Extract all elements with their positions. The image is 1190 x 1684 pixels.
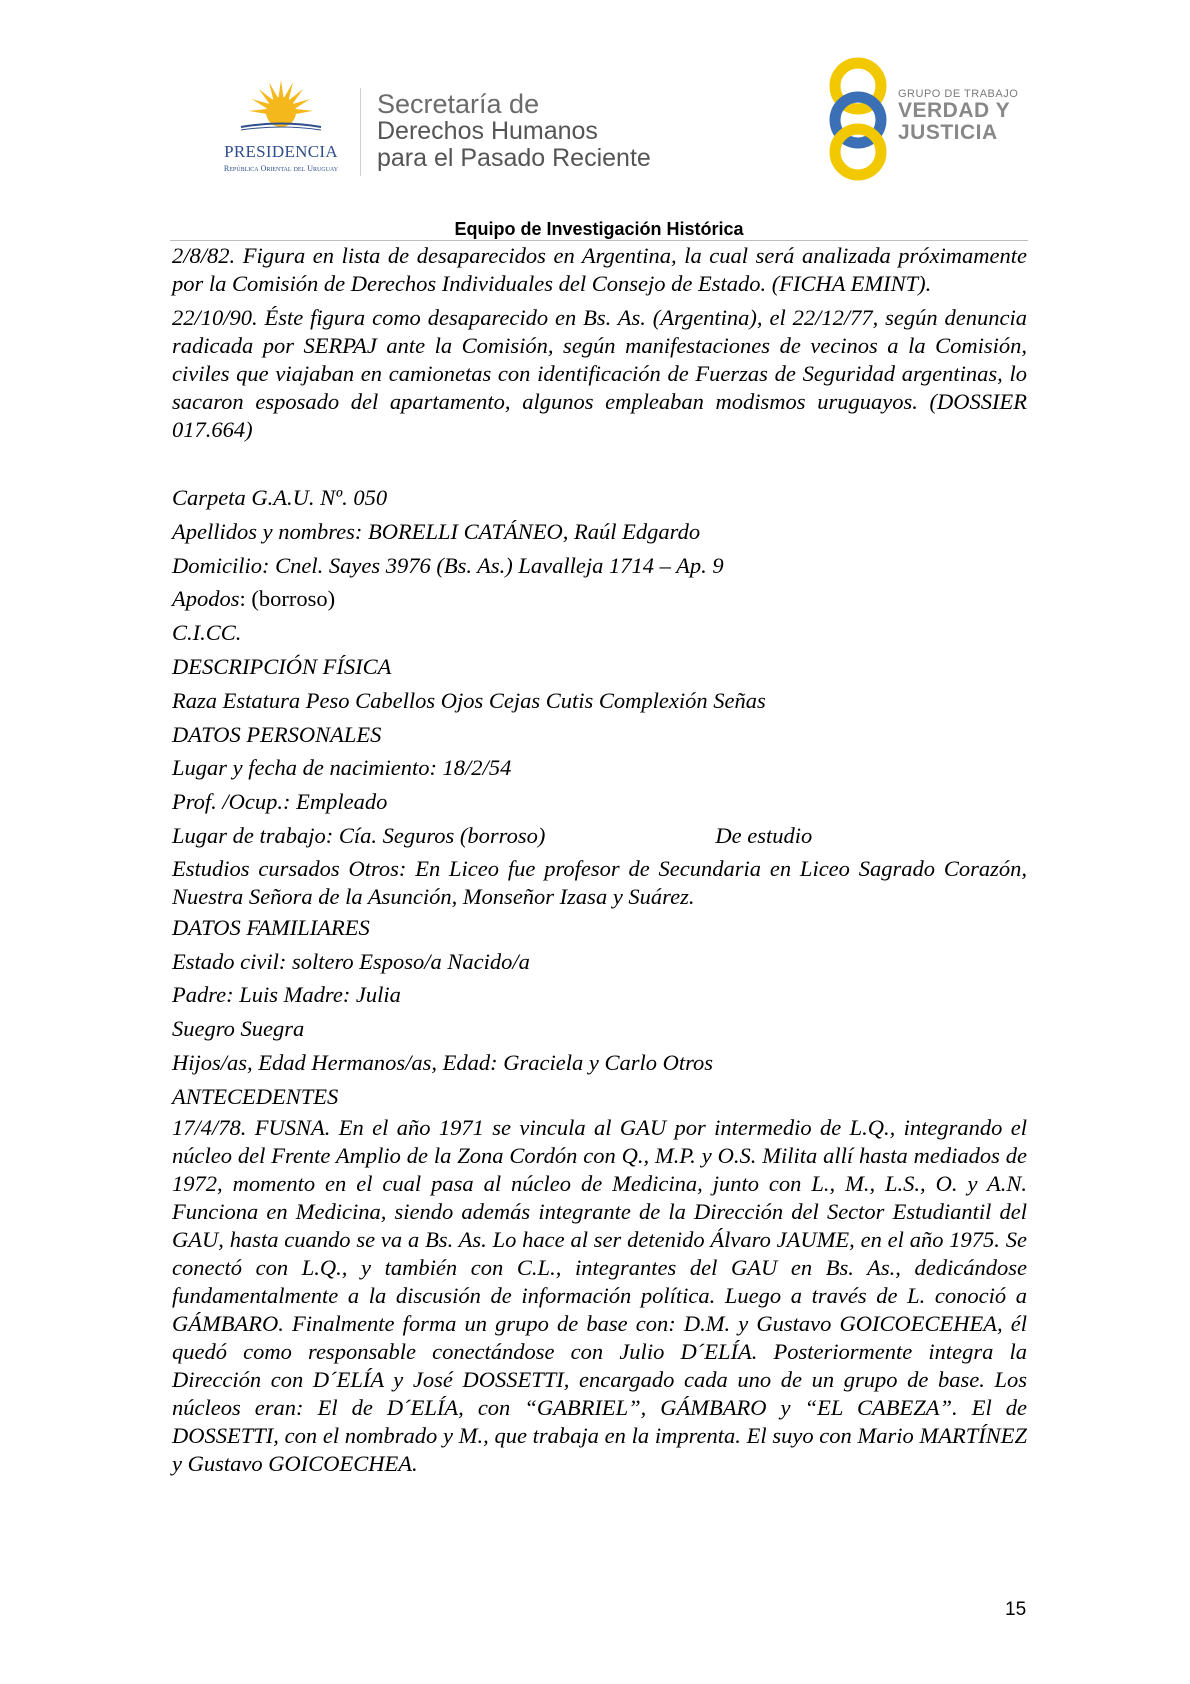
padres-line: Padre: Luis Madre: Julia <box>172 982 401 1008</box>
header-rule <box>170 240 1028 241</box>
trabajo-text: Lugar de trabajo: Cía. Seguros (borroso) <box>172 822 546 848</box>
page-number: 15 <box>1005 1599 1027 1620</box>
apodos-label: Apodos <box>172 586 240 612</box>
datos-familiares-heading: DATOS FAMILIARES <box>172 914 370 940</box>
apodos-value: : (borroso) <box>239 586 336 612</box>
entry-paragraph-1: 2/8/82. Figura en lista de desaparecidos en Argentina, la cual será analizada próximamente por la Comisión de Derechos Individuales del Consejo de Estado. (FICHA EMINT). <box>172 243 1027 296</box>
nacimiento-line: Lugar y fecha de nacimiento: 18/2/54 <box>172 755 512 781</box>
hijos-line: Hijos/as, Edad Hermanos/as, Edad: Graciela y Carlo Otros <box>172 1049 714 1075</box>
suegros-line: Suegro Suegra <box>172 1016 305 1042</box>
team-title: Equipo de Investigación Histórica <box>454 219 744 239</box>
secretaria-line-1: Secretaría de <box>377 89 540 119</box>
secretaria-line-2: Derechos Humanos <box>377 117 598 145</box>
raza-line: Raza Estatura Peso Cabellos Ojos Cejas Cutis Complexión Señas <box>172 687 766 713</box>
logo-divider <box>360 88 361 176</box>
prof-line: Prof. /Ocup.: Empleado <box>172 789 388 815</box>
presidencia-logo <box>196 72 366 182</box>
entry-paragraph-2: 22/10/90. Éste figura como desaparecido en Bs. As. (Argentina), el 22/12/77, según denuncia radicada por SERPAJ ante la Comisión, según manifestaciones de vecinos a la Comisión, civiles que viajaban en camionetas con identificación de Fuerzas de Seguridad argentinas, lo sacaron esposado del apartamento, algunos empleaban modismos uruguayos. (DOSSIER 017.664) <box>172 305 1027 442</box>
secretaria-logo-text <box>377 90 651 172</box>
document-body <box>172 242 1027 1478</box>
trabajo-line <box>172 819 1027 853</box>
datos-personales-heading: DATOS PERSONALES <box>172 721 382 747</box>
grupo-line-1: GRUPO DE TRABAJO <box>898 88 1019 100</box>
estudios-paragraph: Estudios cursados Otros: En Liceo fue profesor de Secundaria en Liceo Sagrado Corazón, Nuestra Señora de la Asunción, Monseñor Izasa y Suárez. <box>172 855 1027 909</box>
presidencia-subtitle: República Oriental del Uruguay <box>223 164 339 173</box>
secretaria-line-3: para el Pasado Reciente <box>377 144 651 172</box>
grupo-line-3: JUSTICIA <box>898 121 998 144</box>
letterhead <box>0 0 1190 239</box>
rings-icon <box>820 56 896 182</box>
verdad-justicia-logo <box>820 56 1030 182</box>
apodos-line <box>172 582 1027 616</box>
spacer <box>172 444 1027 481</box>
sun-emblem-icon <box>236 72 326 144</box>
carpeta-line: Carpeta G.A.U. Nº. 050 <box>172 485 388 510</box>
apellidos-line: Apellidos y nombres: BORELLI CATÁNEO, Raúl Edgardo <box>172 518 701 544</box>
presidencia-name: PRESIDENCIA <box>224 142 338 161</box>
de-estudio-text: De estudio <box>715 822 813 848</box>
antecedentes-heading: ANTECEDENTES <box>172 1083 339 1109</box>
estado-civil-line: Estado civil: soltero Esposo/a Nacido/a <box>172 948 530 974</box>
grupo-line-2: VERDAD Y <box>898 99 1011 122</box>
grupo-trabajo-text <box>898 88 1018 144</box>
domicilio-line: Domicilio: Cnel. Sayes 3976 (Bs. As.) Lavalleja 1714 – Ap. 9 <box>172 552 724 578</box>
cicc-line: C.I.CC. <box>172 620 242 646</box>
descripcion-heading: DESCRIPCIÓN FÍSICA <box>172 653 392 679</box>
antecedentes-paragraph: 17/4/78. FUSNA. En el año 1971 se vincula al GAU por intermedio de L.Q., integrando el núcleo del Frente Amplio de la Zona Cordón con Q., M.P. y O.S. Milita allí hasta mediados de 1972, momento en el cual pasa al núcleo de Medicina, junto con L., M., L.S., O. y A.N. Funciona en Medicina, siendo además integrante de la Dirección del Sector Estudiantil del GAU, hasta cuando se va a Bs. As. Lo hace al ser detenido Álvaro JAUME, en el año 1975. Se conectó con L.Q., y también con C.L., integrantes del GAU en Bs. As., dedicándose fundamentalmente a la discusión de información política. Luego a través de L. conoció a GÁMBARO. Finalmente forma un grupo de base con: D.M. y Gustavo GOICOECEHEA, él quedó como responsable conectándose con Julio D´ELÍA. Posteriormente integra la Dirección con D´ELÍA y José DOSSETTI, encargado cada uno de un grupo de base. Los núcleos eran: El de D´ELÍA, con “GABRIEL”, GÁMBARO y “EL CABEZA”. El de DOSSETTI, con el nombrado y M., que trabaja en la imprenta. El suyo con Mario MARTÍNEZ y Gustavo GOICOECHEA. <box>172 1114 1027 1476</box>
